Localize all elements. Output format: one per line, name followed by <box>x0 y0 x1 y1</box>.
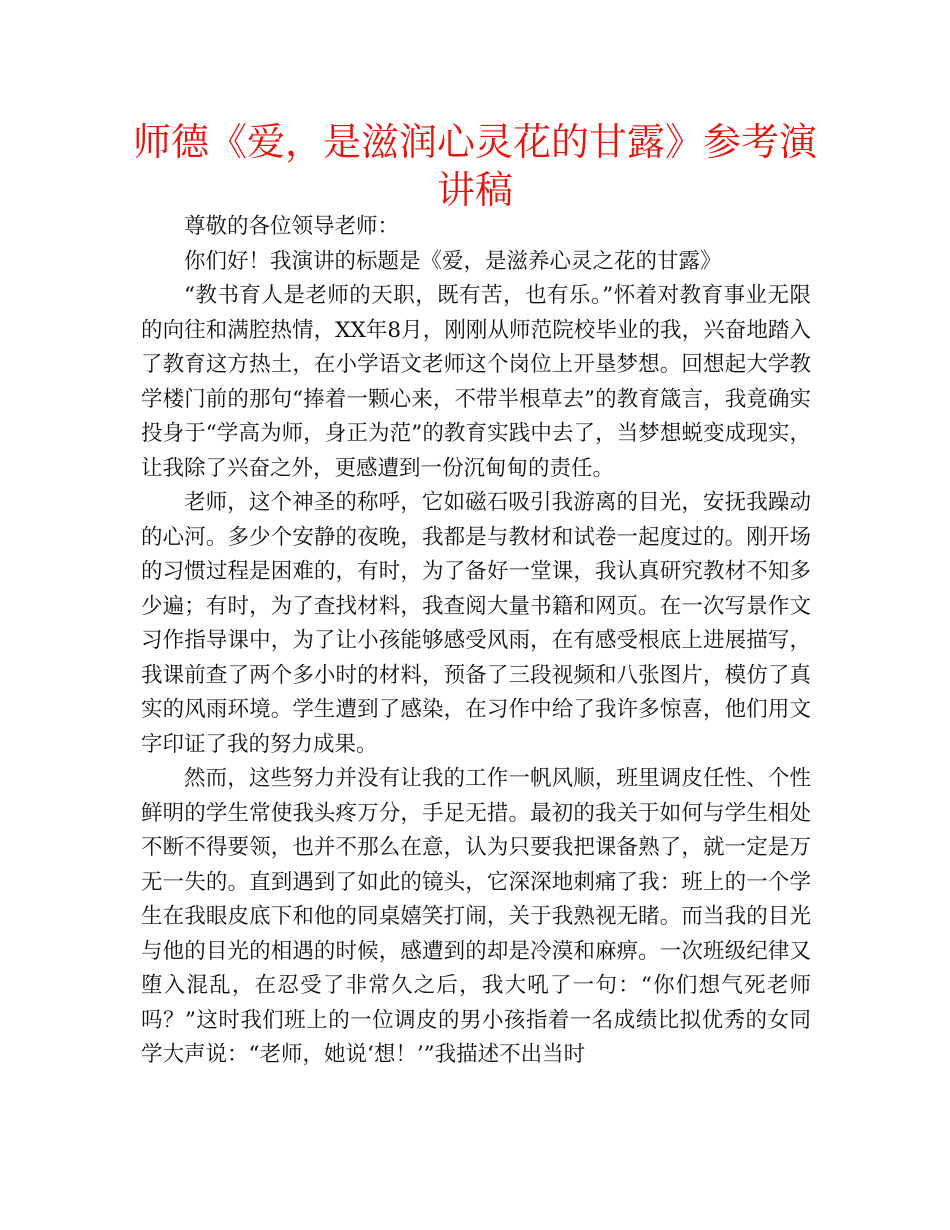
body-paragraph: 然而，这些努力并没有让我的工作一帆风顺，班里调皮任性、个性鲜明的学生常使我头疼万分，手足无措。最初的我关于如何与学生相处不断不得要领，也并不那么在意，认为只要我把课备熟了，就一定是万无一失的。直到遇到了如此的镜头，它深深地刺痛了我：班上的一个学生在我眼皮底下和他的同桌嬉笑打闹，关于我熟视无睹。而当我的目光与他的目光的相遇的时候，感遭到的却是冷漠和麻痹。一次班级纪律又堕入混乱，在忍受了非常久之后，我大吼了一句：“你们想气死老师吗？”这时我们班上的一位调皮的男小孩指着一名成绩比拟优秀的女同学大声说：“老师，她说‘想！’”我描述不出当时 <box>141 766 811 1067</box>
body-paragraph: 老师，这个神圣的称呼，它如磁石吸引我游离的目光，安抚我躁动的心河。多少个安静的夜晚，我都是与教材和试卷一起度过的。刚开场的习惯过程是困难的，有时，为了备好一堂课，我认真研究教材不知多少遍；有时，为了查找材料，我查阅大量书籍和网页。在一次写景作文习作指导课中，为了让小孩能够感受风雨，在有感受根底上进展描写，我课前查了两个多小时的材料，预备了三段视频和八张图片，模仿了真实的风雨环境。学生遭到了感染，在习作中给了我许多惊喜，他们用文字印证了我的努力成果。 <box>141 490 811 757</box>
salutation-paragraph: 尊敬的各位领导老师： <box>184 214 400 239</box>
body-paragraph: “教书育人是老师的天职，既有苦，也有乐。”怀着对教育事业无限的向往和满腔热情，XX年8月，刚刚从师范院校毕业的我，兴奋地踏入了教育这方热土，在小学语文老师这个岗位上开垦梦想。回想起大学教学楼门前的那句“捧着一颗心来，不带半根草去”的教育箴言，我竟确实投身于“学高为师，身正为范”的教育实践中去了，当梦想蜕变成现实，让我除了兴奋之外，更感遭到一份沉甸甸的责任。 <box>141 283 811 481</box>
document-title: 师德《爱，是滋润心灵花的甘露》参考演讲稿 <box>132 120 817 212</box>
greeting-paragraph: 你们好！我演讲的标题是《爱，是滋养心灵之花的甘露》 <box>184 248 722 274</box>
document-body <box>141 210 811 1073</box>
